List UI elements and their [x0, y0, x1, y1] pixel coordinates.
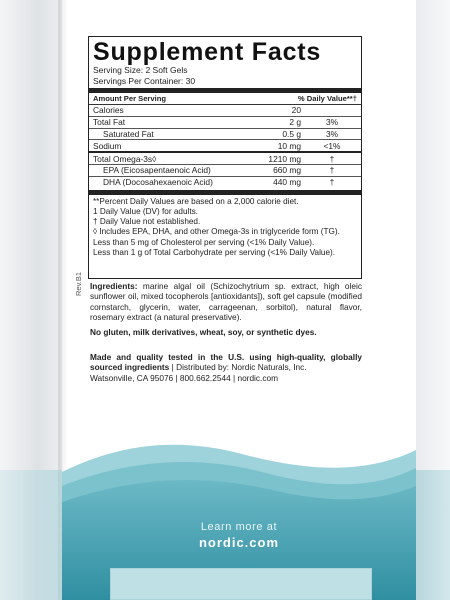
revision-code: Rev.B1 [74, 271, 83, 296]
footnote: **Percent Daily Values are based on a 2,000 calorie diet. [93, 196, 299, 206]
serving-size: Serving Size: 2 Soft Gels [93, 65, 188, 75]
ingredients-statement [90, 281, 362, 323]
amount-header: Amount Per Serving [93, 94, 166, 103]
table-row [93, 140, 357, 151]
learn-more-text: Learn more at [200, 521, 278, 533]
nutrient-dv: <1% [323, 140, 341, 151]
table-row [93, 153, 357, 164]
supplement-facts-panel [88, 36, 362, 279]
footnote: ◊ Includes EPA, DHA, and other Omega-3s in triglyceride form (TG). [93, 227, 340, 237]
nutrient-name: DHA (Docosahexaenoic Acid) [103, 177, 213, 188]
nutrient-name: Saturated Fat [103, 128, 154, 139]
table-row [93, 117, 357, 128]
facts-title: Supplement Facts [93, 38, 322, 66]
allergen-statement: No gluten, milk derivatives, wheat, soy, or synthetic dyes. [90, 327, 317, 337]
ingredients-text: marine algal oil (Schizochytrium sp. extract, high oleic sunflower oil, mixed tocopherols [antioxidants]), soft gel capsule (modified cornstarch, glycerin, water, carrageenan, sorbitol), natural flavor, rosemary extract (a natural preservative). [90, 281, 362, 323]
table-row [93, 165, 357, 176]
box-edge-teal-left [0, 470, 62, 600]
made-in-statement: Made and quality tested in the U.S. using high-quality, globally sourced ingredients [90, 352, 362, 373]
footnote: 1 Daily Value (DV) for adults. [93, 206, 198, 216]
footnote: † Daily Value not established. [93, 217, 201, 227]
box-edge-teal-right [416, 470, 450, 600]
nutrient-dv: † [329, 165, 335, 176]
ingredients-label: Ingredients: [90, 281, 138, 291]
nutrient-amount: 440 mg [273, 177, 301, 188]
servings-per-container: Servings Per Container: 30 [93, 75, 196, 86]
nutrient-name: Total Fat [93, 117, 126, 128]
nutrient-amount: 10 mg [277, 140, 301, 151]
website-url: nordic.com [198, 535, 280, 550]
daily-value-header: % Daily Value**† [297, 94, 357, 103]
nutrient-amount: 2 g [289, 117, 301, 128]
nutrient-dv: † [329, 177, 335, 188]
table-row [93, 177, 357, 188]
footnote: Less than 5 mg of Cholesterol per serving (<1% Daily Value). [93, 237, 315, 247]
bottom-label-panel [110, 568, 372, 600]
footnote: Less than 1 g of Total Carbohydrate per serving (<1% Daily Value). [93, 248, 336, 258]
footnotes [93, 195, 357, 259]
nutrient-dv: † [329, 153, 335, 164]
table-row [93, 105, 357, 116]
nutrient-amount: 660 mg [273, 165, 301, 176]
nutrient-name: Sodium [93, 140, 122, 151]
nutrient-dv: 3% [325, 117, 339, 128]
nutrient-amount: 0.5 g [282, 128, 301, 139]
distributor: | Distributed by: Nordic Naturals, Inc. [169, 362, 307, 373]
nutrient-name: Total Omega-3s◊ [93, 153, 157, 164]
nutrient-name: EPA (Eicosapentaenoic Acid) [103, 165, 211, 176]
manufacturer-info [90, 352, 362, 383]
nutrient-name: Calories [93, 105, 124, 116]
address-line: Watsonville, CA 95076 | 800.662.2544 | nordic.com [90, 372, 279, 383]
nutrient-dv: 3% [325, 128, 339, 139]
nutrient-amount: 20 [291, 105, 301, 116]
table-row [93, 129, 357, 140]
table-header [93, 93, 357, 104]
nutrient-amount: 1210 mg [268, 153, 301, 164]
